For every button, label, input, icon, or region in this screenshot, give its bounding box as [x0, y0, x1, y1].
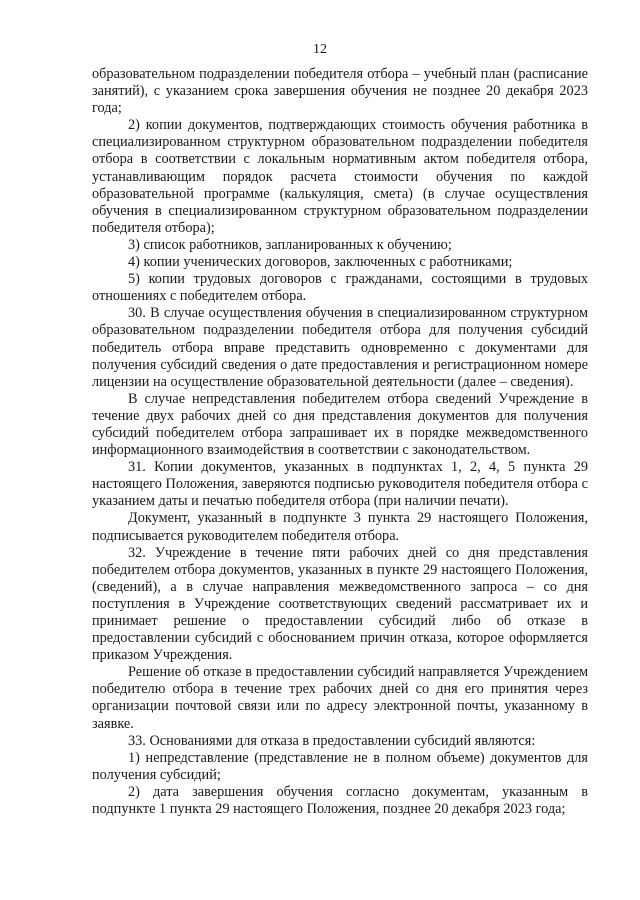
paragraph: 31. Копии документов, указанных в подпунктах 1, 2, 4, 5 пункта 29 настоящего Положения, заверяются подписью руководителя победителя отбора с указанием даты и печатью победителя отбора (при наличии печати). [92, 459, 588, 510]
paragraph: В случае непредставления победителем отбора сведений Учреждение в течение двух рабочих дней со дня представления документов для получения субсидий победителем отбора запрашивает их в порядке межведомственного информационного взаимодействия в соответствии с законодательством. [92, 390, 588, 459]
paragraph: 30. В случае осуществления обучения в специализированном структурном образовательном подразделении победителя отбора для получения субсидий победитель отбора вправе представить одновременно с документами для получения субсидий сведения о дате предоставления и регистрационном номере лицензии на осуществление образовательной деятельности (далее – сведения). [92, 305, 588, 390]
paragraph: 3) список работников, запланированных к обучению; [128, 236, 452, 253]
paragraph: образовательном подразделении победителя отбора – учебный план (расписание занятий), с указанием срока завершения обучения не позднее 20 декабря 2023 года; [92, 66, 588, 117]
paragraph: 32. Учреждение в течение пяти рабочих дней со дня представления победителем отбора документов, указанных в пункте 29 настоящего Положения, (сведений), а в случае направления межведомственного запроса – со дня поступления в Учреждение соответствующих сведений рассматривает их и принимает решение о предоставлении субсидий либо об отказе в предоставлении субсидий с обоснованием причин отказа, которое оформляется приказом Учреждения. [92, 544, 588, 664]
paragraph: 1) непредставление (представление не в полном объеме) документов для получения субсидий; [92, 749, 588, 783]
paragraph: Документ, указанный в подпункте 3 пункта 29 настоящего Положения, подписывается руководителем победителя отбора. [92, 510, 588, 544]
paragraph: 4) копии ученических договоров, заключенных с работниками; [128, 254, 513, 271]
paragraph: Решение об отказе в предоставлении субсидий направляется Учреждением победителю отбора в течение трех рабочих дней со дня его принятия через организации почтовой связи или по адресу электронной почты, указанному в заявке. [92, 664, 588, 732]
page-number: 12 [313, 42, 327, 57]
paragraph: 2) дата завершения обучения согласно документам, указанным в подпункте 1 пункта 29 настоящего Положения, позднее 20 декабря 2023 года; [92, 783, 588, 818]
paragraph: 2) копии документов, подтверждающих стоимость обучения работника в специализированном структурном образовательном подразделении победителя отбора в соответствии с локальным нормативным актом победителя отбора, устанавливающим порядок расчета стоимости обучения по каждой образовательной программе (калькуляция, смета) (в случае осуществления обучения в специализированном структурном образовательном подразделении победителя отбора); [92, 117, 588, 236]
document-body [92, 66, 588, 818]
paragraph: 33. Основаниями для отказа в предоставлении субсидий являются: [128, 732, 536, 749]
paragraph: 5) копии трудовых договоров с гражданами, состоящими в трудовых отношениях с победителем отбора. [92, 271, 588, 305]
